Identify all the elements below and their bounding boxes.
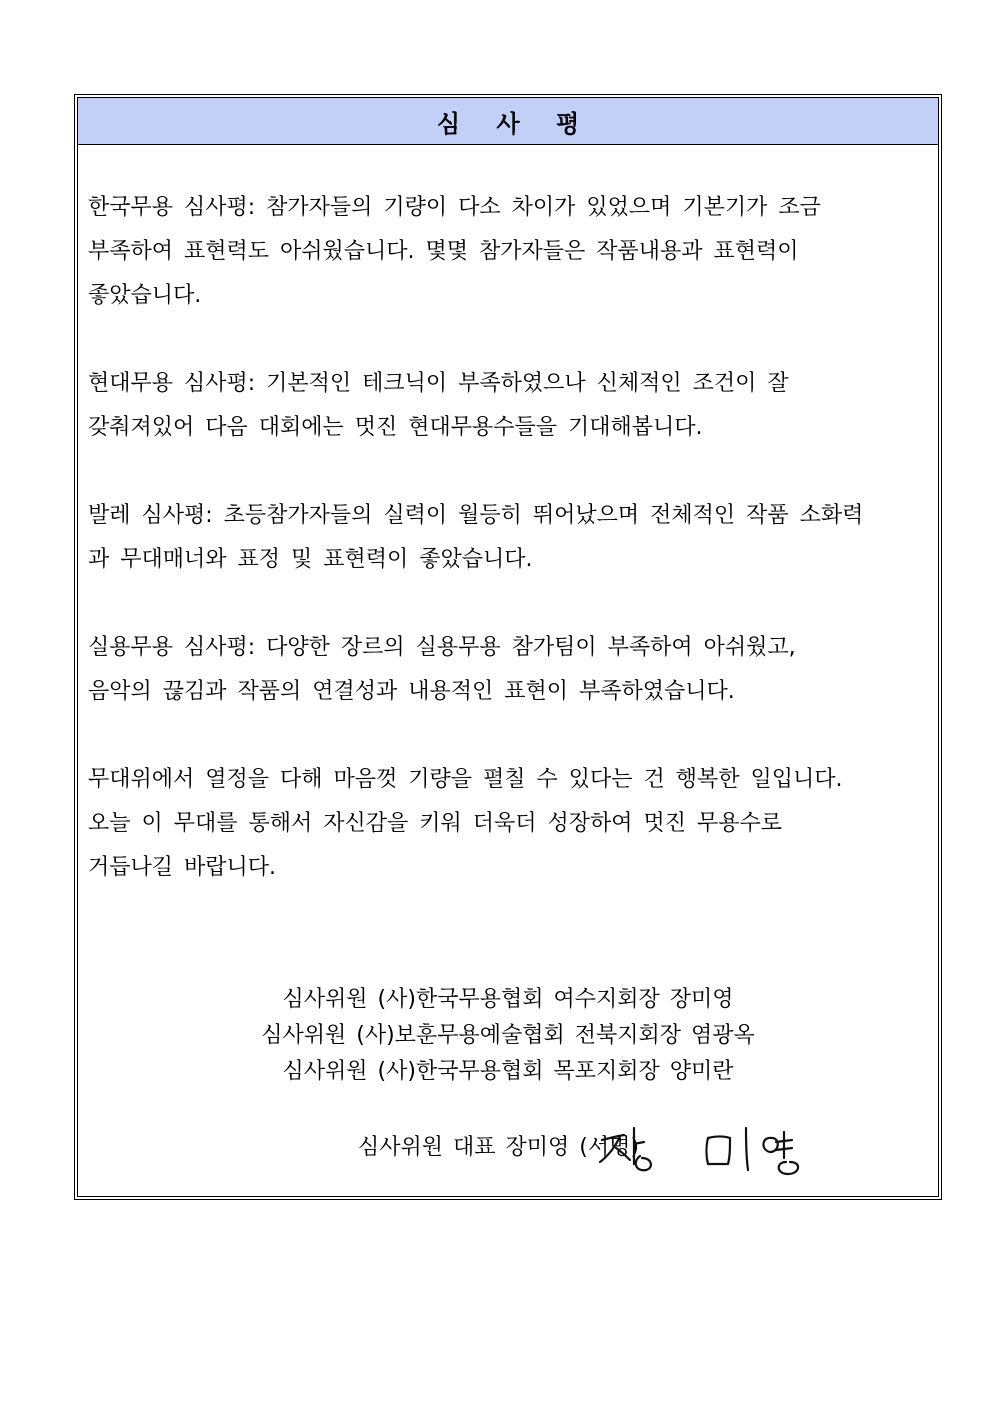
review-frame [74, 94, 942, 1200]
page-title: 심 사 평 [436, 109, 594, 138]
paragraph-line: 발레 심사평: 초등참가자들의 실력이 월등히 뛰어났으며 전체적인 작품 소화력 [88, 503, 864, 528]
review-paragraph-modern-dance [88, 362, 932, 450]
judge-line: 심사위원 (사)한국무용협회 여수지회장 장미영 [282, 987, 734, 1012]
paragraph-line: 음악의 끊김과 작품의 연결성과 내용적인 표현이 부족하였습니다. [88, 679, 735, 704]
review-paragraph-closing [88, 758, 932, 890]
judge-line: 심사위원 (사)한국무용협회 목포지회장 양미란 [282, 1059, 734, 1084]
review-paragraph-ballet [88, 494, 932, 582]
judges-list [78, 982, 938, 1090]
review-paragraph-korean-dance [88, 186, 932, 318]
paragraph-line: 부족하여 표현력도 아쉬웠습니다. 몇몇 참가자들은 작품내용과 표현력이 [88, 239, 799, 264]
review-inner-frame [77, 97, 939, 1197]
paragraph-line: 한국무용 심사평: 참가자들의 기량이 다소 차이가 있었으며 기본기가 조금 [88, 195, 821, 220]
paragraph-line: 갖춰져있어 다음 대회에는 멋진 현대무용수들을 기대해봅니다. [88, 415, 703, 440]
title-bar [78, 98, 938, 145]
paragraph-line: 실용무용 심사평: 다양한 장르의 실용무용 참가팀이 부족하여 아쉬웠고, [88, 635, 796, 660]
review-paragraph-practical-dance [88, 626, 932, 714]
paragraph-line: 과 무대매너와 표정 및 표현력이 좋았습니다. [88, 547, 533, 572]
handwritten-signature [596, 1118, 826, 1178]
representative-signature-block [78, 1124, 938, 1174]
paragraph-line: 거듭나길 바랍니다. [88, 855, 277, 880]
representative-line: 심사위원 대표 장미영 (서명) [358, 1135, 639, 1160]
review-body [88, 186, 932, 934]
paragraph-line: 현대무용 심사평: 기본적인 테크닉이 부족하였으나 신체적인 조건이 잘 [88, 371, 789, 396]
judge-line: 심사위원 (사)보훈무용예술협회 전북지회장 염광옥 [261, 1023, 755, 1048]
paragraph-line: 좋았습니다. [88, 283, 202, 308]
paragraph-line: 무대위에서 열정을 다해 마음껏 기량을 펼칠 수 있다는 건 행복한 일입니다. [88, 767, 843, 792]
paragraph-line: 오늘 이 무대를 통해서 자신감을 키워 더욱더 성장하여 멋진 무용수로 [88, 811, 782, 836]
